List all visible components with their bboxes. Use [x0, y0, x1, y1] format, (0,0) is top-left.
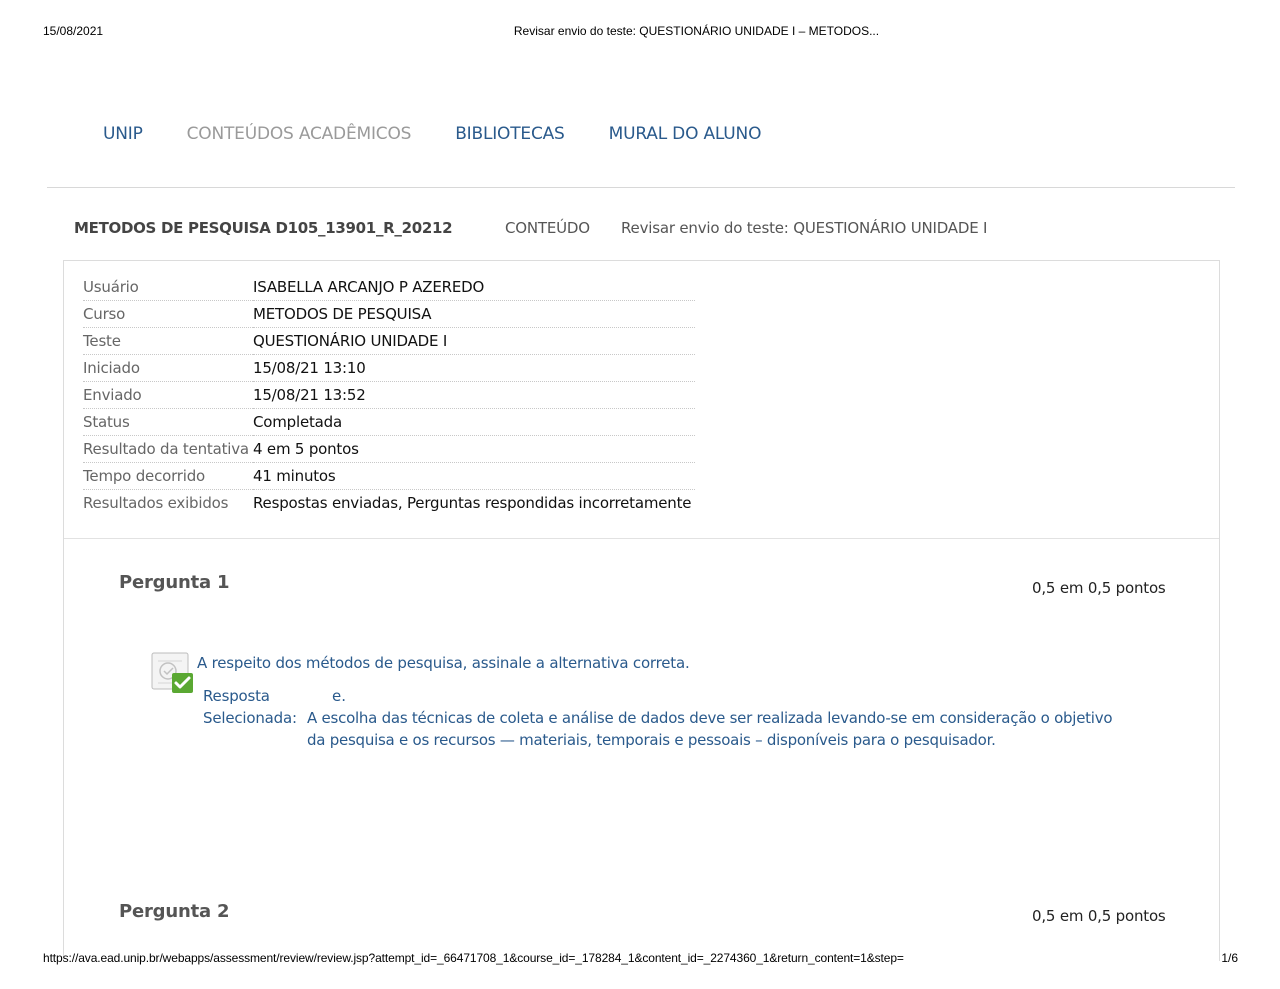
info-value: QUESTIONÁRIO UNIDADE I	[253, 328, 695, 355]
info-row	[83, 382, 695, 409]
review-container	[63, 260, 1220, 961]
breadcrumb-current: Revisar envio do teste: QUESTIONÁRIO UNIDADE I	[621, 219, 988, 237]
breadcrumb-content[interactable]: CONTEÚDO	[505, 219, 590, 237]
info-value: 15/08/21 13:52	[253, 382, 695, 409]
info-row	[83, 490, 695, 517]
answer-text: A escolha das técnicas de coleta e análise de dados deve ser realizada levando-se em consideração o objetivo da pesquisa e os recursos — materiais, temporais e pessoais – disponíveis para o pesquisador.	[307, 709, 1113, 749]
info-value: METODOS DE PESQUISA	[253, 301, 695, 328]
info-value: 15/08/21 13:10	[253, 355, 695, 382]
info-row	[83, 274, 695, 301]
info-key: Enviado	[83, 382, 253, 409]
info-key: Teste	[83, 328, 253, 355]
breadcrumb-course[interactable]: METODOS DE PESQUISA D105_13901_R_20212	[74, 219, 453, 237]
info-key: Tempo decorrido	[83, 463, 253, 490]
attempt-info-table	[83, 274, 695, 516]
nav-unip[interactable]: UNIP	[103, 124, 143, 144]
info-row	[83, 409, 695, 436]
info-value: Completada	[253, 409, 695, 436]
correct-check-icon	[151, 652, 195, 696]
question-1-points: 0,5 em 0,5 pontos	[1032, 579, 1166, 597]
info-key: Resultado da tentativa	[83, 436, 253, 463]
info-value: 41 minutos	[253, 463, 695, 490]
info-key: Iniciado	[83, 355, 253, 382]
question-2-title: Pergunta 2	[119, 901, 230, 922]
info-row	[83, 301, 695, 328]
info-key: Status	[83, 409, 253, 436]
print-page-number: 1/6	[1221, 951, 1238, 965]
answer-letter: e.	[332, 687, 346, 705]
info-key: Resultados exibidos	[83, 494, 229, 512]
info-key: Usuário	[83, 274, 253, 301]
top-navigation	[103, 124, 805, 144]
info-value: Respostas enviadas, Perguntas respondidas incorretamente	[253, 494, 692, 512]
nav-bibliotecas[interactable]: BIBLIOTECAS	[455, 124, 565, 144]
print-title: Revisar envio do teste: QUESTIONÁRIO UNIDADE I – METODOS...	[513, 24, 880, 38]
nav-divider	[47, 187, 1235, 188]
print-date: 15/08/2021	[43, 24, 104, 38]
info-row	[83, 328, 695, 355]
info-key: Curso	[83, 301, 253, 328]
info-row	[83, 436, 695, 463]
question-1-title: Pergunta 1	[119, 572, 230, 593]
info-row	[83, 355, 695, 382]
answer-label-line1: Resposta	[203, 687, 270, 705]
info-row	[83, 463, 695, 490]
nav-mural-do-aluno[interactable]: MURAL DO ALUNO	[608, 124, 762, 144]
attempt-info-panel	[64, 261, 1219, 539]
answer-label	[203, 685, 297, 729]
info-value: ISABELLA ARCANJO P AZEREDO	[253, 274, 695, 301]
info-value: 4 em 5 pontos	[253, 436, 695, 463]
question-1-text: A respeito dos métodos de pesquisa, assinale a alternativa correta.	[197, 654, 690, 672]
question-2-points: 0,5 em 0,5 pontos	[1032, 907, 1166, 925]
print-url: https://ava.ead.unip.br/webapps/assessment/review/review.jsp?attempt_id=_66471708_1&course_id=_178284_1&content_id=_2274360_1&return_content=1&step=	[43, 951, 904, 965]
nav-conteudos-academicos[interactable]: CONTEÚDOS ACADÊMICOS	[186, 124, 412, 144]
answer-label-line2: Selecionada:	[203, 709, 297, 727]
